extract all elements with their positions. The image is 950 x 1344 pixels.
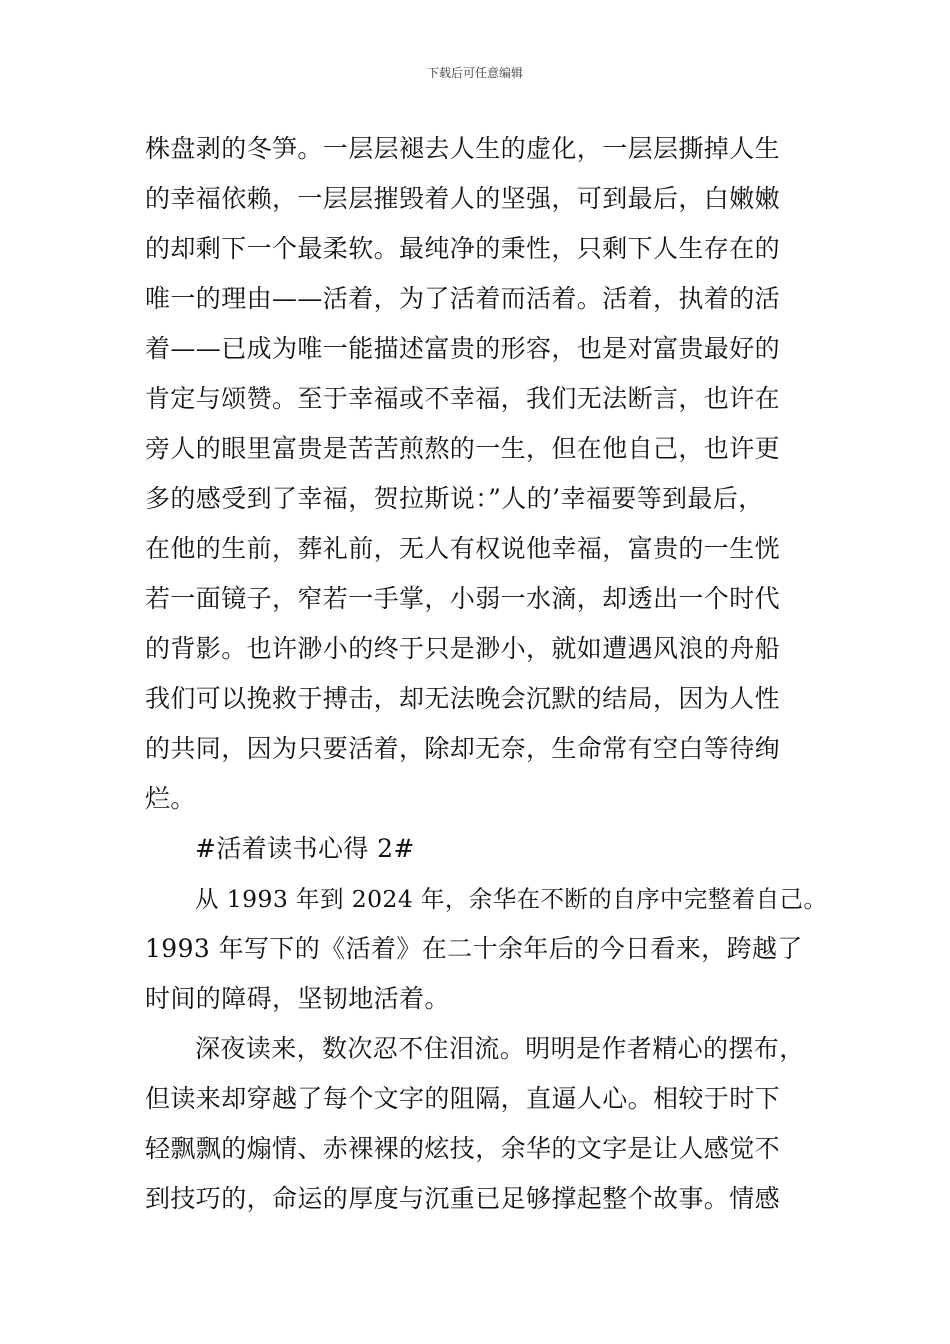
document-body (145, 124, 828, 1224)
text-line: 旁人的眼里富贵是苦苦煎熬的一生，但在他自己，也许更 (145, 434, 781, 463)
text-line: 的共同，因为只要活着，除却无奈，生命常有空白等待绚 (145, 734, 781, 763)
text-line: 深夜读来，数次忍不住泪流。明明是作者精心的摆布， (195, 1034, 805, 1063)
text-line: 的却剩下一个最柔软。最纯净的秉性，只剩下人生存在的 (145, 234, 781, 263)
text-line: 时间的障碍，坚韧地活着。 (145, 984, 450, 1013)
text-line: 到技巧的，命运的厚度与沉重已足够撑起整个故事。情感 (145, 1184, 781, 1213)
text-line: 唯一的理由——活着，为了活着而活着。活着，执着的活 (145, 284, 781, 313)
text-line: #活着读书心得 2# (195, 834, 415, 863)
text-line: 烂。 (145, 784, 196, 813)
text-line: 着——已成为唯一能描述富贵的形容，也是对富贵最好的 (145, 334, 781, 363)
text-line: 株盘剥的冬笋。一层层褪去人生的虚化，一层层撕掉人生 (145, 134, 781, 163)
text-line: 但读来却穿越了每个文字的阻隔，直逼人心。相较于时下 (145, 1084, 781, 1113)
text-line: 1993 年写下的《活着》在二十余年后的今日看来，跨越了 (145, 934, 803, 963)
text-line: 从 1993 年到 2024 年，余华在不断的自序中完整着自己。 (195, 885, 828, 913)
text-line: 肯定与颂赞。至于幸福或不幸福，我们无法断言，也许在 (145, 384, 781, 413)
text-line: 我们可以挽救于搏击，却无法晚会沉默的结局，因为人性 (145, 684, 781, 713)
text-line: 多的感受到了幸福，贺拉斯说：”人的’幸福要等到最后， (145, 484, 764, 513)
text-line: 的背影。也许渺小的终于只是渺小，就如遭遇风浪的舟船 (145, 634, 781, 663)
page-header-note: 下载后可任意编辑 (426, 66, 523, 80)
text-line: 轻飘飘的煽情、赤裸裸的炫技，余华的文字是让人感觉不 (145, 1134, 781, 1163)
text-line: 若一面镜子，窄若一手掌，小弱一水滴，却透出一个时代 (145, 584, 781, 613)
text-line: 在他的生前，葬礼前，无人有权说他幸福，富贵的一生恍 (145, 534, 781, 563)
text-line: 的幸福依赖，一层层摧毁着人的坚强，可到最后，白嫩嫩 (145, 184, 781, 213)
